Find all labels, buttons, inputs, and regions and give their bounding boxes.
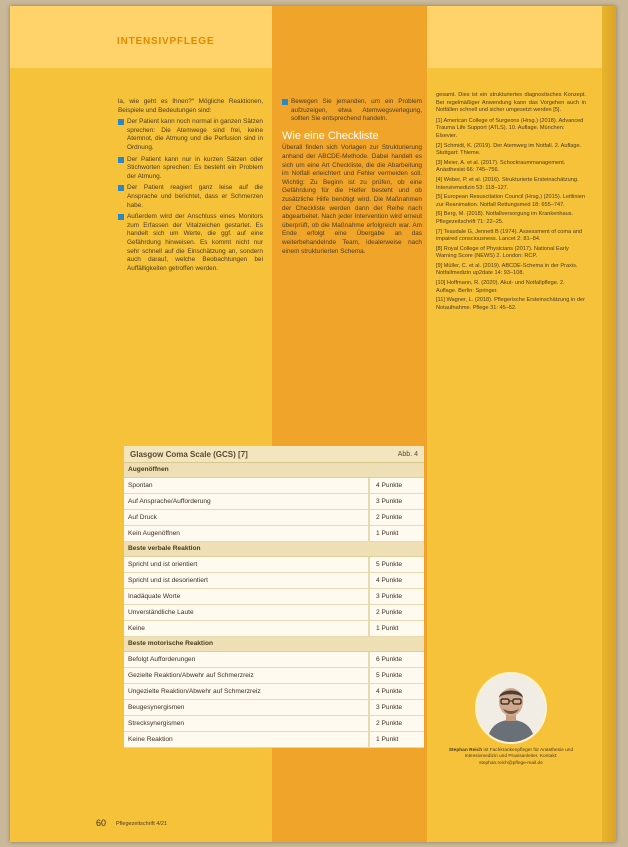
square-bullet-icon: [118, 157, 124, 163]
gcs-section-heading: Augenöffnen: [124, 463, 424, 478]
gcs-title-row: [124, 446, 424, 463]
table-row: Strecksynergismen 2 Punkte: [124, 716, 424, 732]
reference-item: [3] Meier, A. et al. (2017). Schockraummanagement. Anästhesist 66: 745–756.: [436, 159, 566, 174]
column-2: [282, 98, 422, 259]
table-row: Spricht und ist desorientiert 4 Punkte: [124, 573, 424, 589]
col2-body: Überall finden sich Vorlagen zur Strukturierung anhand der ABCDE-Methode. Dabei handelt es sich um eine Art Checkliste, die die Abarbeitung im Notfall erleichtert und Fehler vermeiden soll. Wichtig: Zu Beginn ist zu prüfen, ob eine Gefährdung für die Helfer besteht und ob zusätzliche Hilfe benötigt wird. Die Maßnahmen der Checkliste werden dann der Reihe nach abgearbeitet. Nach jeder Intervention wird erneut überprüft, ob die Maßnahme erfolgreich war. Am Ende erfolgt eine Übergabe an das weiterbehandelnde Team, idealerweise nach einem strukturierten Schema.: [282, 144, 422, 255]
author-name: Stephan Reich: [448, 748, 483, 753]
square-bullet-icon: [118, 214, 124, 220]
square-bullet-icon: [118, 119, 124, 125]
list-item: Der Patient kann noch normal in ganzen Sätzen sprechen: Die Atemwege sind frei, keine Atemnot, die Atmung und die Perfusion sind in Ordnung.: [118, 118, 263, 152]
gcs-table: [124, 446, 424, 748]
column-1: [118, 98, 263, 276]
reference-item: [4] Weber, P. et al. (2016). Strukturierte Ersteinschätzung. Intensivmedizin 53: 118–127.: [436, 176, 579, 191]
table-row: Gezielte Reaktion/Abwehr auf Schmerzreiz 5 Punkte: [124, 668, 424, 684]
reference-item: [6] Berg, M. (2018). Notfallversorgung im Krankenhaus. Pflegezeitschrift 71: 22–25.: [436, 211, 574, 225]
table-row: Inadäquate Worte 3 Punkte: [124, 589, 424, 605]
col1-bullet-list: [118, 118, 263, 273]
list-item: Außerdem wird der Anschluss eines Monitors zum Erfassen der Vitalzeichen gestartet. Es handelt sich um Werte, die ggf. auf eine Gefährdung hinweisen. Es kommt nicht nur sehr schnell auf die Einschätzung an, sondern auch darauf, welche Beobachtungen bei Auffälligkeiten getroffen werden.: [118, 213, 263, 273]
square-bullet-icon: [282, 99, 288, 105]
table-row: Spontan 4 Punkte: [124, 478, 424, 494]
table-row: Keine Reaktion 1 Punkt: [124, 732, 424, 748]
table-row: Befolgt Aufforderungen 6 Punkte: [124, 652, 424, 668]
table-row: Beugesynergismen 3 Punkte: [124, 700, 424, 716]
table-row: Auf Druck 2 Punkte: [124, 510, 424, 526]
magazine-name: Pflegezeitschrift 4/21: [116, 821, 168, 827]
col2-bullet-list: [282, 98, 422, 124]
table-row: Ungezielte Reaktion/Abwehr auf Schmerzreiz 4 Punkte: [124, 684, 424, 700]
reference-list: [436, 118, 586, 313]
table-row: Auf Ansprache/Aufforderung 3 Punkte: [124, 494, 424, 510]
author-caption: [442, 748, 580, 767]
square-bullet-icon: [118, 185, 124, 191]
gcs-title: Glasgow Coma Scale (GCS) [7]: [130, 449, 248, 459]
col1-intro: la, wie geht es Ihnen?“ Mögliche Reaktionen, Beispiele und Bedeutungen sind:: [118, 98, 263, 114]
reference-item: [1] American College of Surgeons (Hrsg.) (2018). Advanced Trauma Life Support (ATLS). 10. Auflage. München: Elsevier.: [436, 117, 584, 139]
reference-item: [5] European Resuscitation Council (Hrsg.) (2015). Leitlinien zur Reanimation. Notfall Rettungsmed 18: 655–747.: [436, 194, 585, 208]
reference-item: [9] Müller, C. et al. (2019). ABCDE-Schema in der Praxis. Notfallmedizin up2date 14: 93–108.: [436, 262, 578, 277]
author-bio: ist Fachkrankenpfleger für Anästhesie und Intensivmedizin und Praxisanleiter. Kontakt: stephan.reich@pflege-mail.de: [464, 748, 574, 766]
col3-intro: gesamt. Dies ist ein strukturiertes diagnostisches Konzept. Bei regelmäßiger Anwendung kann das Vorgehen auch in Notfällen schnell und sicher umgesetzt werden [5].: [436, 92, 586, 114]
list-item: Der Patient kann nur in kurzen Sätzen oder Stichworten sprechen: Es besteht ein Problem der Atmung.: [118, 156, 263, 182]
reference-item: [8] Royal College of Physicians (2017). National Early Warning Score (NEWS) 2. London: RCP.: [436, 245, 569, 260]
figure-label: Abb. 4: [397, 450, 418, 458]
reference-item: [11] Wagner, L. (2018). Pflegerische Ersteinschätzung in der Notaufnahme. Pflege 31: 45–52.: [436, 297, 585, 311]
reference-item: [2] Schmidt, K. (2019). Der Atemweg im Notfall. 2. Auflage. Stuttgart: Thieme.: [436, 142, 582, 157]
gcs-section-heading: Beste motorische Reaktion: [124, 637, 424, 652]
table-row: Keine 1 Punkt: [124, 621, 424, 637]
reference-item: [7] Teasdale G, Jennett B (1974). Assessment of coma and impaired consciousness. Lancet 2: 81–84.: [436, 228, 583, 243]
author-photo: [475, 672, 547, 744]
list-item: Der Patient reagiert ganz leise auf die Ansprache und berichtet, dass er Schmerzen habe.: [118, 184, 263, 210]
magazine-page: [10, 6, 616, 842]
author-portrait-icon: [477, 674, 545, 742]
reference-item: [10] Hoffmann, R. (2020). Akut- und Notfallpflege. 2. Auflage. Berlin: Springer.: [436, 280, 565, 294]
column-3: [436, 92, 586, 314]
table-row: Unverständliche Laute 2 Punkte: [124, 605, 424, 621]
page-number: 60: [96, 818, 107, 828]
gcs-section-heading: Beste verbale Reaktion: [124, 542, 424, 557]
section-heading: Wie eine Checkliste: [282, 129, 379, 142]
table-row: Spricht und ist orientiert 5 Punkte: [124, 557, 424, 573]
list-item: Bewegen Sie jemanden, um ein Problem aufzuzeigen, etwa Atemwegsverlegung, sollten Sie entsprechend handeln.: [282, 98, 422, 124]
table-row: Kein Augenöffnen 1 Punkt: [124, 526, 424, 542]
section-label: INTENSIVPFLEGE: [117, 36, 215, 47]
page-spine: [602, 6, 616, 842]
